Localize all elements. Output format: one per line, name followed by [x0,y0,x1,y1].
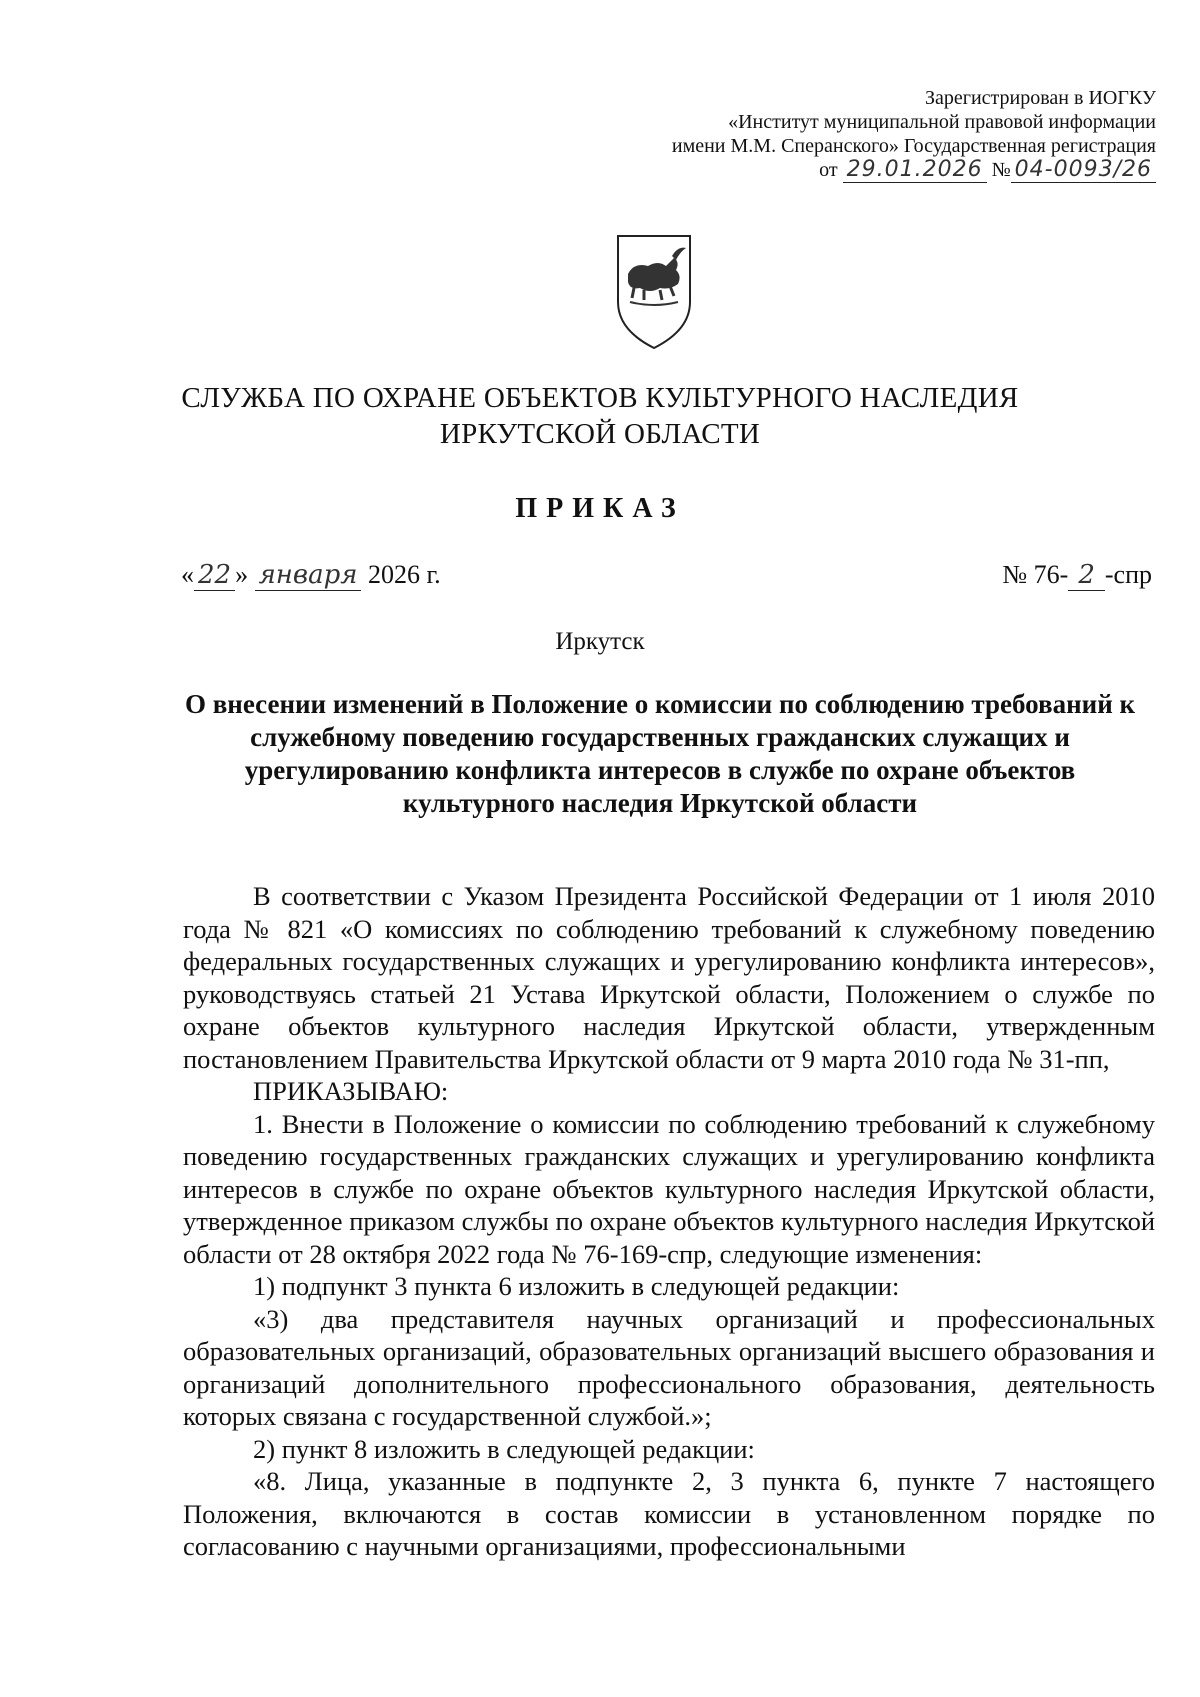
registration-number-label: № [991,159,1011,181]
paragraph: 1) подпункт 3 пункта 6 изложить в следующей редакции: [253,1271,900,1301]
order-number-prefix: № 76- [1002,560,1069,589]
paragraph: ПРИКАЗЫВАЮ: [253,1076,449,1106]
date-open-quote: « [181,560,194,589]
paragraph: 1. Внести в Положение о комиссии по соблюдению требований к служебному поведению государственных гражданских служащих и урегулированию конфликта интересов в службе по охране объектов культурного наследия Иркутской области, утвержденное приказом службы по охране объектов культурного наследия Иркутской области от 28 октября 2022 года № 76-169-спр, следующие изменения: [183,1108,1155,1269]
organization-name [0,380,1200,452]
organization-line-2: ИРКУТСКОЙ ОБЛАСТИ [439,418,761,450]
registration-line-1: Зарегистрирован в ИОГКУ [925,87,1156,109]
paragraph: «8. Лица, указанные в подпункте 2, 3 пункта 6, пункте 7 настоящего Положения, включаются в состав комиссии в установленном порядке по согласованию с научными организациями, профессиональными [183,1466,1155,1561]
registration-line-4 [536,158,1156,182]
order-number-value: 2 [1068,560,1105,591]
paragraph: В соответствии с Указом Президента Российской Федерации от 1 июля 2010 года № 821 «О комиссиях по соблюдению требований к служебному поведению федеральных государственных служащих и урегулированию конфликта интересов», руководствуясь статьей 21 Устава Иркутской области, Положением о службе по охране объектов культурного наследия Иркутской области, утвержденным постановлением Правительства Иркутской области от 9 марта 2010 года № 31-пп, [183,881,1155,1074]
paragraph: «3) два представителя научных организаций и профессиональных образовательных организаций, образовательных организаций высшего образования и организаций дополнительного профессионального образования, деятельность которых связана с государственной службой.»; [183,1303,1155,1431]
paragraph: 2) пункт 8 изложить в следующей редакции: [253,1433,755,1464]
registration-from-label: от [819,159,838,181]
order-subject: О внесении изменений в Положение о комиссии по соблюдению требований к служебному поведению государственных гражданских служащих и урегулированию конфликта интересов в службе по охране объектов культурного наследия Иркутской области [184,689,1136,818]
organization-line-1: СЛУЖБА ПО ОХРАНЕ ОБЪЕКТОВ КУЛЬТУРНОГО НАСЛЕДИЯ [181,382,1019,414]
registration-line-2: «Институт муниципальной правовой информации [728,111,1156,133]
order-body [183,880,1155,1563]
coat-of-arms-icon [614,232,694,352]
order-date [181,560,441,590]
registration-date: 29.01.2026 [843,157,987,183]
date-month: января [255,560,362,591]
order-number-suffix: -спр [1104,560,1152,589]
document-type: ПРИКАЗ [515,493,685,524]
date-close-quote: » [235,560,249,589]
order-number [1002,560,1152,590]
date-year: 2026 г. [367,560,441,589]
registration-stamp [536,86,1156,182]
date-day: 22 [194,560,235,591]
registration-line-3: имени М.М. Сперанского» Государственная регистрация [671,135,1156,157]
city: Иркутск [555,628,645,655]
registration-number: 04-0093/26 [1011,157,1156,183]
